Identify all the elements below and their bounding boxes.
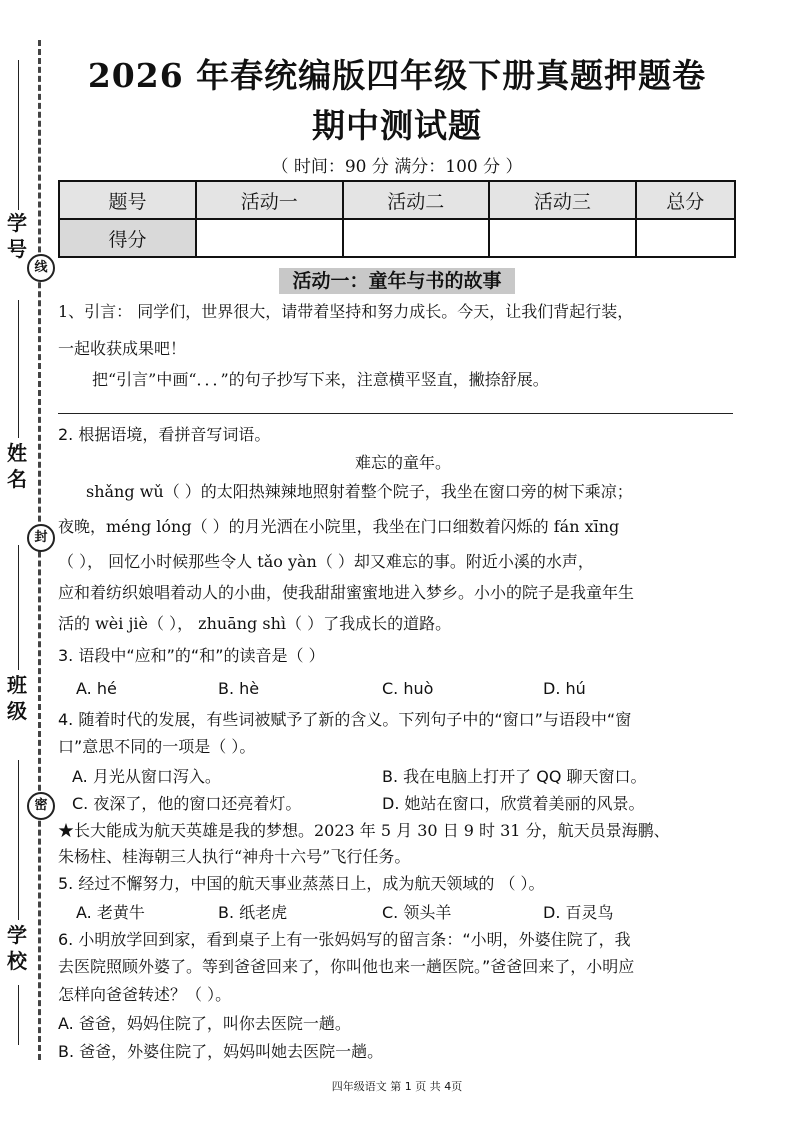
q2-passage-line: shǎng wǔ（ ）的太阳热辣辣地照射着整个院子，我坐在窗口旁的树下乘凉； xyxy=(86,482,633,501)
table-header-cell: 活动一 xyxy=(196,181,343,219)
page-footer: 四年级语文 第 1 页 共 4页 xyxy=(331,1080,463,1093)
score-table-score-row xyxy=(59,219,735,257)
spaceflight-note: ★长大能成为航天英雄是我的梦想。2023 年 5 月 30 日 9 时 31 分，航天员景海鹏、 xyxy=(58,821,670,840)
score-cell[interactable] xyxy=(636,219,735,257)
class-label: 班 级 xyxy=(7,673,27,723)
section-heading: 活动一：童年与书的故事 xyxy=(279,268,515,294)
q4-option-d[interactable]: D. 她站在窗口，欣赏着美丽的风景。 xyxy=(382,794,645,813)
q2-passage-line: 夜晚，méng lóng（ ）的月光洒在小院里，我坐在门口细数着闪烁的 fán xīng xyxy=(58,517,620,536)
q3-option-a[interactable]: A. hé xyxy=(76,679,117,698)
q4-option-b[interactable]: B. 我在电脑上打开了 QQ 聊天窗口。 xyxy=(382,767,647,786)
score-table-header-row xyxy=(59,181,735,219)
margin-rule xyxy=(18,545,19,670)
q4-option-a[interactable]: A. 月光从窗口泻入。 xyxy=(72,767,221,786)
spaceflight-note: 朱杨柱、桂海朝三人执行“神舟十六号”飞行任务。 xyxy=(58,847,411,866)
q6-prompt-line: 怎样向爸爸转述？（ ）。 xyxy=(58,985,232,1004)
seal-feng: 封 xyxy=(27,524,55,552)
exam-subtitle-title: 期中测试题 xyxy=(312,106,482,145)
q5-option-d[interactable]: D. 百灵鸟 xyxy=(543,903,614,922)
q3-option-d[interactable]: D. hú xyxy=(543,679,586,698)
score-cell[interactable] xyxy=(489,219,636,257)
q2-prompt: 2. 根据语境，看拼音写词语。 xyxy=(58,425,271,444)
q3-option-c[interactable]: C. huò xyxy=(382,679,434,698)
q2-passage-line: 活的 wèi jiè（ ）， zhuāng shì（ ）了我成长的道路。 xyxy=(58,614,452,633)
q6-prompt-line: 去医院照顾外婆了。等到爸爸回来了，你叫他也来一趟医院。”爸爸回来了，小明应 xyxy=(58,957,635,976)
q2-passage-title: 难忘的童年。 xyxy=(355,453,452,472)
q1-instruction: 把“引言”中画“．．．”的句子抄写下来，注意横平竖直，撇捺舒展。 xyxy=(92,370,549,389)
q1-answer-line[interactable] xyxy=(58,413,733,414)
student-id-label: 学 号 xyxy=(7,211,27,261)
q6-prompt-line: 6. 小明放学回到家，看到桌子上有一张妈妈写的留言条：“小明，外婆住院了，我 xyxy=(58,930,631,949)
margin-rule xyxy=(18,985,19,1045)
q5-option-a[interactable]: A. 老黄牛 xyxy=(76,903,145,922)
seal-mi: 密 xyxy=(27,792,55,820)
student-name-label: 姓 名 xyxy=(7,441,27,491)
table-header-cell: 活动二 xyxy=(343,181,490,219)
score-table xyxy=(58,180,736,258)
q6-option-b[interactable]: B. 爸爸，外婆住院了，妈妈叫她去医院一趟。 xyxy=(58,1042,384,1061)
q4-prompt-line: 4. 随着时代的发展，有些词被赋予了新的含义。下列句子中的“窗口”与语段中“窗 xyxy=(58,710,632,729)
q2-passage-line: 应和着纺织娘唱着动人的小曲，使我甜甜蜜蜜地进入梦乡。小小的院子是我童年生 xyxy=(58,583,635,602)
q5-prompt: 5. 经过不懈努力，中国的航天事业蒸蒸日上，成为航天领域的 （ ）。 xyxy=(58,874,545,893)
q5-option-c[interactable]: C. 领头羊 xyxy=(382,903,452,922)
q4-option-c[interactable]: C. 夜深了，他的窗口还亮着灯。 xyxy=(72,794,302,813)
score-cell[interactable] xyxy=(196,219,343,257)
table-header-cell: 题号 xyxy=(59,181,196,219)
score-row-label: 得分 xyxy=(59,219,196,257)
q6-option-a[interactable]: A. 爸爸，妈妈住院了，叫你去医院一趟。 xyxy=(58,1014,351,1033)
q1-intro-line: 1、引言： 同学们，世界很大，请带着坚持和努力成长。今天，让我们背起行装， xyxy=(58,302,634,321)
score-cell[interactable] xyxy=(343,219,490,257)
table-header-cell: 活动三 xyxy=(489,181,636,219)
table-header-cell: 总分 xyxy=(636,181,735,219)
school-label: 学 校 xyxy=(7,923,27,973)
exam-title: 2026 年春统编版四年级下册真题押题卷 xyxy=(87,56,707,95)
q1-intro-line: 一起收获成果吧！ xyxy=(58,339,187,358)
q2-passage-line: （ ）， 回忆小时候那些令人 tǎo yàn（ ）却又难忘的事。附近小溪的水声， xyxy=(58,552,594,571)
q3-option-b[interactable]: B. hè xyxy=(218,679,260,698)
margin-rule xyxy=(18,300,19,438)
margin-rule xyxy=(18,760,19,920)
q3-prompt: 3. 语段中“应和”的“和”的读音是（ ） xyxy=(58,646,325,665)
seal-xian: 线 xyxy=(27,254,55,282)
q5-option-b[interactable]: B. 纸老虎 xyxy=(218,903,288,922)
time-score-note: （ 时间：90 分 满分：100 分 ） xyxy=(271,157,523,177)
q4-prompt-line: 口”意思不同的一项是（ ）。 xyxy=(58,737,256,756)
